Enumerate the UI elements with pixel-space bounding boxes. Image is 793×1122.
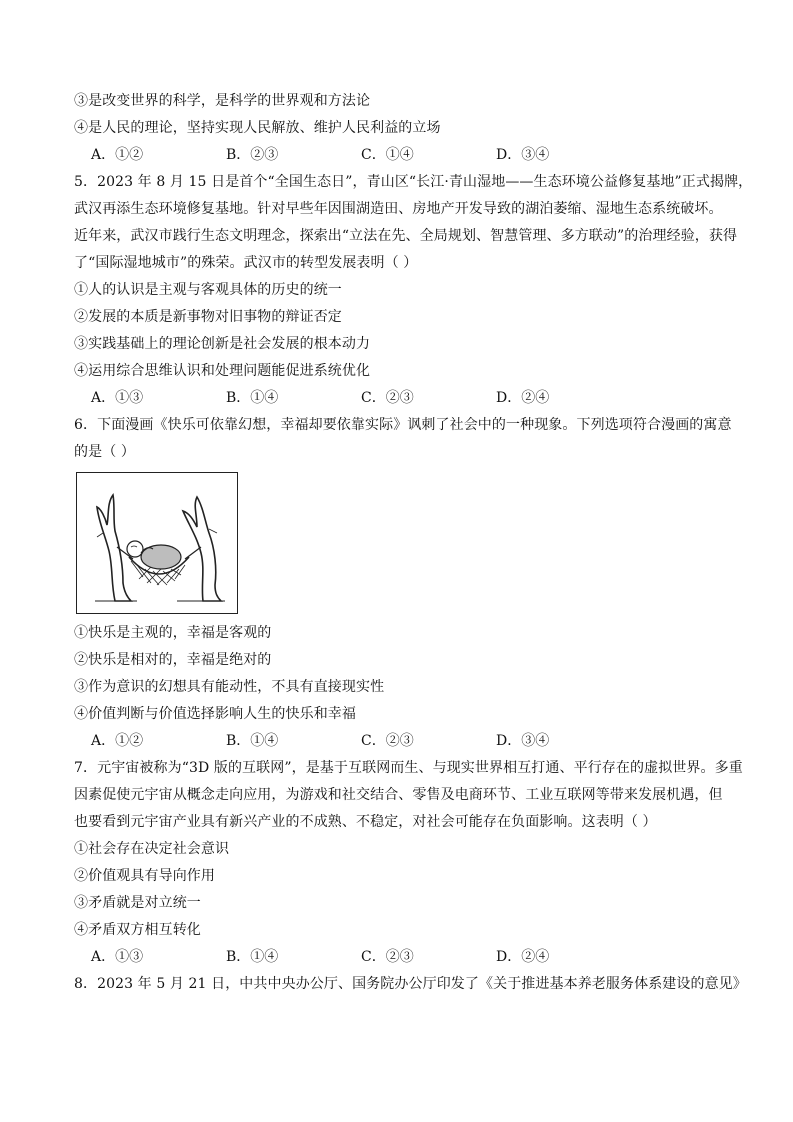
choice-item: ②价值观具有导向作用: [74, 868, 215, 884]
option-b[interactable]: B．①④: [226, 390, 279, 406]
option-c[interactable]: C．②③: [361, 390, 414, 406]
question-stem-line: 的是（ ）: [74, 444, 135, 460]
question-stem-line: 8．2023 年 5 月 21 日，中共中央办公厅、国务院办公厅印发了《关于推进基本养老服务体系建设的意见》: [74, 976, 747, 992]
option-d[interactable]: D．②④: [496, 949, 550, 965]
option-a[interactable]: A．①②: [91, 147, 144, 163]
choice-item: ④运用综合思维认识和处理问题能促进系统优化: [74, 363, 371, 379]
option-c[interactable]: C．②③: [361, 733, 414, 749]
choice-item: ②发展的本质是新事物对旧事物的辩证否定: [74, 309, 342, 325]
option-d[interactable]: D．③④: [496, 147, 550, 163]
cartoon-drawing: [77, 473, 237, 613]
question-stem-line: 武汉再添生态环境修复基地。针对早些年因围湖造田、房地产开发导致的湖泊萎缩、湿地生态系统破坏。: [74, 201, 723, 217]
answer-options: [74, 142, 724, 169]
option-c[interactable]: C．①④: [361, 147, 414, 163]
choice-item: ③矛盾就是对立统一: [74, 895, 201, 911]
choice-item: ④价值判断与价值选择影响人生的快乐和幸福: [74, 706, 356, 722]
option-d[interactable]: D．③④: [496, 733, 550, 749]
choice-item: ③作为意识的幻想具有能动性，不具有直接现实性: [74, 679, 385, 695]
choice-item: ③实践基础上的理论创新是社会发展的根本动力: [74, 336, 371, 352]
choice-item: ④矛盾双方相互转化: [74, 922, 201, 938]
choice-item: ④是人民的理论，坚持实现人民解放、维护人民利益的立场: [74, 120, 441, 136]
choice-item: ②快乐是相对的，幸福是绝对的: [74, 652, 272, 668]
choice-item: ①社会存在决定社会意识: [74, 841, 230, 857]
option-c[interactable]: C．②③: [361, 949, 414, 965]
choice-item: ①人的认识是主观与客观具体的历史的统一: [74, 282, 342, 298]
option-b[interactable]: B．①④: [226, 733, 279, 749]
option-d[interactable]: D．②④: [496, 390, 550, 406]
option-b[interactable]: B．①④: [226, 949, 279, 965]
question-4-tail: [74, 88, 724, 169]
exam-page: [74, 88, 753, 998]
option-a[interactable]: A．①③: [91, 390, 144, 406]
question-stem-line: 也要看到元宇宙产业具有新兴产业的不成熟、不稳定，对社会可能存在负面影响。这表明（ ）: [74, 814, 657, 830]
option-b[interactable]: B．②③: [226, 147, 279, 163]
answer-options: [74, 385, 724, 412]
question-stem-line: 了“国际湿地城市”的殊荣。武汉市的转型发展表明（ ）: [74, 255, 418, 271]
option-a[interactable]: A．①③: [91, 949, 144, 965]
question-6: [74, 412, 732, 755]
choice-item: ①快乐是主观的，幸福是客观的: [74, 625, 272, 641]
answer-options: [74, 944, 724, 971]
choice-item: ③是改变世界的科学，是科学的世界观和方法论: [74, 93, 371, 109]
answer-options: [74, 728, 724, 755]
question-7: [74, 755, 743, 971]
question-stem-line: 6．下面漫画《快乐可依靠幻想，幸福却要依靠实际》讽刺了社会中的一种现象。下列选项符合漫画的寓意: [74, 417, 732, 433]
question-stem-line: 7．元宇宙被称为“3D 版的互联网”，是基于互联网而生、与现实世界相互打通、平行存在的虚拟世界。多重: [74, 760, 743, 776]
question-8: [74, 971, 747, 998]
question-stem-line: 因素促使元宇宙从概念走向应用，为游戏和社交结合、零售及电商环节、工业互联网等带来发展机遇，但: [74, 787, 723, 803]
question-5: [74, 169, 753, 412]
option-a[interactable]: A．①②: [91, 733, 144, 749]
question-stem-line: 5．2023 年 8 月 15 日是首个“全国生态日”，青山区“长江·青山湿地——生态环境公益修复基地”正式揭牌，: [74, 174, 753, 190]
cartoon-hammock-image: [76, 472, 238, 614]
question-stem-line: 近年来，武汉市践行生态文明理念，探索出“立法在先、全局规划、智慧管理、多方联动”的治理经验，获得: [74, 228, 738, 244]
